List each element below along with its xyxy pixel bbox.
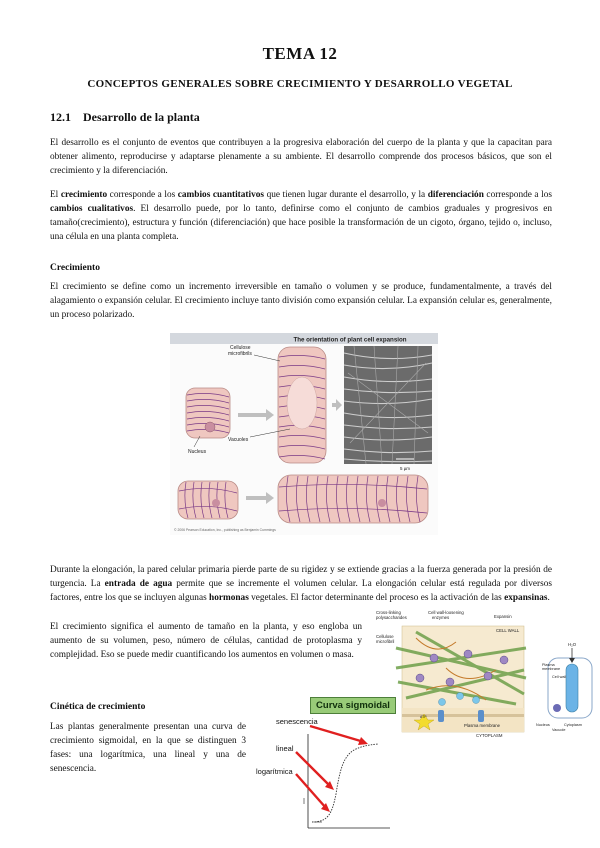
text-run: permite que se incremente el volumen celular. La elongación celular está regulada por diversos factores, entre los que se incluyen algunas — [50, 579, 552, 603]
label-h2o: H₂O — [568, 642, 577, 647]
label-cytoplasm: Cytoplasm — [564, 723, 582, 727]
label-lineal: lineal — [276, 744, 294, 753]
term-diferenciacion: diferenciación — [427, 190, 484, 200]
figure-title: The orientation of plant cell expansion — [293, 336, 407, 344]
label-vacuoles: Vacuoles — [228, 437, 249, 443]
term-hormonas: hormonas — [209, 593, 249, 603]
section-title: Desarrollo de la planta — [83, 110, 200, 124]
paragraph-desarrollo: El desarrollo es el conjunto de eventos que contribuyen a la progresiva elaboración del cuerpo de la planta y que la capacitan para obtener alimento, reproducirse y adaptarse plenamente a su ambiente. El desarrollo comprende dos procesos básicos, que son el crecimiento y la diferenciación. — [50, 138, 552, 176]
label-senescencia: senescencia — [276, 717, 318, 726]
figure-cell-expansion — [170, 333, 438, 535]
figure-copyright: © 2006 Pearson Education, Inc., publishing as Benjamin Cummings — [174, 528, 276, 532]
label-cell-wall-caps: CELL WALL — [496, 628, 520, 633]
text-run: . El desarrollo puede, por lo tanto, definirse como el conjunto de cambios graduales y progresivos en tamaño(crecimiento), estructura y función (diferenciación) que hace posible la transformación de un cigoto, órgano, tejido o, incluso, una célula en una planta completa. — [50, 204, 552, 242]
label-atp: ATP — [420, 715, 427, 719]
text-run: corresponde a los — [107, 190, 178, 200]
label-plasma-membrane: Plasma membrane — [464, 723, 501, 728]
text-run: . — [547, 593, 550, 603]
micrograph-image — [344, 346, 432, 464]
term-crecimiento: crecimiento — [60, 190, 108, 200]
text-run: que tienen lugar durante el desarrollo, y la — [264, 190, 428, 200]
term-expansinas: expansinas — [504, 593, 548, 603]
label-enzymes: enzymes — [432, 615, 450, 620]
paragraph-crecimiento: El crecimiento se define como un incremento irreversible en tamaño o volumen y se produce, fundamentalmente, a través del alagamiento o expansión celular. El crecimiento incluye tanto división como expansión celular. La expansión celular es, generalmente, un proceso polarizado. — [50, 282, 552, 320]
arrow-senescencia — [310, 726, 368, 745]
label-vacuole: Vacuole — [552, 728, 566, 732]
sigmoid-curve — [312, 744, 378, 822]
paragraph-aumento-tamano: El crecimiento significa el aumento de tamaño en la planta, y eso engloba un aumento de su volumen, peso, número de células, cantidad de protoplasma y complejidad. Eso se puede medir cuantificando los aumentos en volumen o masa. — [50, 622, 362, 660]
term-entrada-de-agua: entrada de agua — [104, 579, 173, 589]
curva-sigmoidal-tag: Curva sigmoidal — [310, 697, 396, 714]
label-polysaccharides: polysaccharides — [376, 615, 407, 620]
figure-expansins — [376, 608, 598, 746]
label-wall-loosening: Cell wall-loosening — [428, 610, 464, 615]
label-cellulose: Cellulose — [230, 345, 251, 351]
arrow-lineal — [296, 752, 334, 790]
page-title: TEMA 12 — [262, 44, 338, 63]
label-cross-linking: Cross-linking — [376, 610, 401, 615]
text-run: El — [50, 190, 61, 200]
bottom-small-cell — [178, 481, 238, 519]
label-cell-wall: Cell wall — [552, 675, 567, 679]
term-cambios-cualitativos: cambios cualitativos — [50, 204, 134, 214]
label-scale: 5 µm — [399, 466, 411, 471]
tall-cell — [278, 347, 326, 463]
heading-crecimiento: Crecimiento — [50, 263, 100, 273]
section-number: 12.1 — [50, 110, 71, 124]
label-logaritmica: logarítmica — [256, 767, 293, 776]
turgor-cell-diagram — [548, 648, 592, 718]
label-expansin: Expansin — [494, 614, 512, 619]
text-run: vegetales. El factor determinante del proceso es la activación de las — [248, 593, 505, 603]
sigmoid-graph — [250, 710, 400, 840]
label-cytoplasm-caps: CYTOPLASM — [476, 733, 503, 738]
label-microfibril: microfibril — [376, 639, 395, 644]
text-run: corresponde a los — [483, 190, 552, 200]
text-run: Durante la elongación, la pared celular primaria pierde parte de su rigidez y se extiende gracias a la fuerza generada por la presión de turgencia. La — [50, 565, 552, 589]
paragraph-elongacion — [50, 563, 552, 605]
label-microfibrils: microfibrils — [228, 351, 252, 357]
section-heading — [50, 110, 200, 125]
heading-cinetica: Cinética de crecimiento — [50, 702, 146, 712]
label-nucleus: Nucleus — [188, 449, 207, 455]
term-cambios-cuantitativos: cambios cuantitativos — [177, 190, 265, 200]
label-cellulose-2: Cellulose — [376, 634, 394, 639]
page-subtitle: CONCEPTOS GENERALES SOBRE CRECIMIENTO Y DESARROLLO VEGETAL — [87, 78, 513, 90]
cell-wall-diagram — [396, 626, 526, 732]
bottom-long-cell — [278, 475, 428, 523]
small-cell — [186, 388, 230, 438]
paragraph-crecimiento-diferenciacion — [50, 188, 552, 244]
label-nucleus-2: Nucleus — [536, 723, 550, 727]
label-plasma: Plasma — [542, 663, 555, 667]
label-membrane: membrane — [542, 667, 561, 671]
paragraph-cinetica: Las plantas generalmente presentan una curva de crecimiento sigmoidal, en la que se distinguen 3 fases: una logarítmica, una lineal y una de senescencia. — [50, 722, 246, 774]
